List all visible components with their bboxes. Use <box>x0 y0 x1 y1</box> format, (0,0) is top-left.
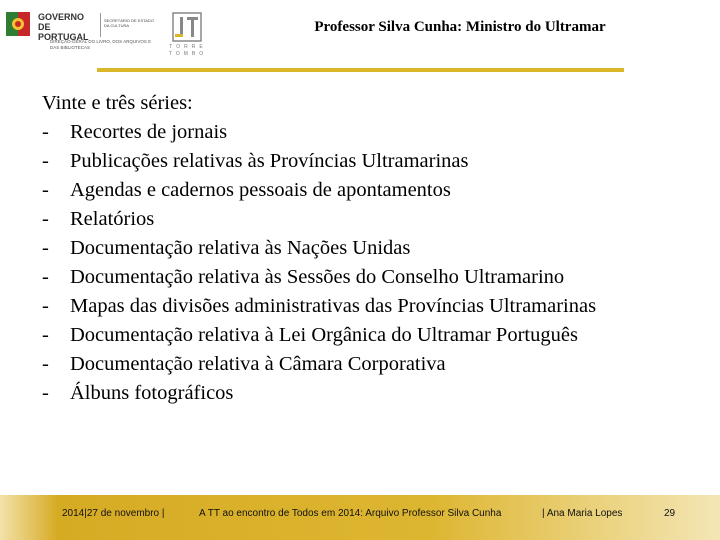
gov-logo-divider <box>100 13 101 37</box>
series-item-label: Documentação relativa à Lei Orgânica do Ultramar Português <box>70 324 578 346</box>
series-list-item <box>42 379 702 408</box>
bullet-dash: - <box>42 266 49 288</box>
series-intro: Vinte e três séries: <box>42 92 193 114</box>
bullet-dash: - <box>42 295 49 317</box>
series-list-item <box>42 321 702 350</box>
gov-logo-name <box>38 12 98 42</box>
slide-body <box>42 89 702 408</box>
footer-event-title: A TT ao encontro de Todos em 2014: Arquivo Professor Silva Cunha <box>199 508 502 519</box>
series-item-label: Documentação relativa às Nações Unidas <box>70 237 411 259</box>
series-item-label: Publicações relativas às Províncias Ultramarinas <box>70 150 469 172</box>
series-item-label: Mapas das divisões administrativas das Províncias Ultramarinas <box>70 295 597 317</box>
bullet-dash: - <box>42 179 49 201</box>
gov-logo-name-line: PORTUGAL <box>38 32 89 42</box>
page-number: 29 <box>664 508 676 519</box>
bullet-dash: - <box>42 324 49 346</box>
governo-de-portugal-logo <box>6 8 156 56</box>
series-list <box>42 118 702 408</box>
portugal-coat-of-arms-icon <box>6 12 30 36</box>
series-item-label: Álbuns fotográficos <box>70 382 234 404</box>
gov-logo-ministry: SECRETÁRIO DE ESTADO DA CULTURA <box>104 18 154 28</box>
series-list-item <box>42 263 702 292</box>
series-item-label: Relatórios <box>70 208 155 230</box>
series-item-label: Documentação relativa às Sessões do Conselho Ultramarino <box>70 266 565 288</box>
footer-date: 2014|27 de novembro | <box>62 508 165 519</box>
tt-logo-word-tombo: TOMBO <box>168 51 208 57</box>
gov-logo-name-line: GOVERNO DE <box>38 12 85 32</box>
slide-title: Professor Silva Cunha: Ministro do Ultramar <box>314 19 606 35</box>
series-list-item <box>42 118 702 147</box>
series-list-item <box>42 234 702 263</box>
bullet-dash: - <box>42 382 49 404</box>
series-list-item <box>42 350 702 379</box>
gov-logo-dept: DIREÇÃO-GERAL DO LIVRO, DOS ARQUIVOS E DAS BIBLIOTECAS <box>50 39 152 50</box>
series-item-label: Documentação relativa à Câmara Corporativa <box>70 353 446 375</box>
bullet-dash: - <box>42 237 49 259</box>
tt-logo-word-torre: TORRE <box>169 44 207 50</box>
series-list-item <box>42 147 702 176</box>
footer-author: | Ana Maria Lopes <box>542 508 623 519</box>
series-item-label: Recortes de jornais <box>70 121 228 143</box>
bullet-dash: - <box>42 208 49 230</box>
torre-do-tombo-logo <box>164 12 214 58</box>
title-underline <box>97 68 624 72</box>
bullet-dash: - <box>42 121 49 143</box>
bullet-dash: - <box>42 150 49 172</box>
series-item-label: Agendas e cadernos pessoais de apontamentos <box>70 179 451 201</box>
series-list-item <box>42 292 702 321</box>
series-list-item <box>42 176 702 205</box>
torre-do-tombo-mark-icon <box>172 12 202 42</box>
slide-footer <box>0 495 720 540</box>
bullet-dash: - <box>42 353 49 375</box>
series-list-item <box>42 205 702 234</box>
